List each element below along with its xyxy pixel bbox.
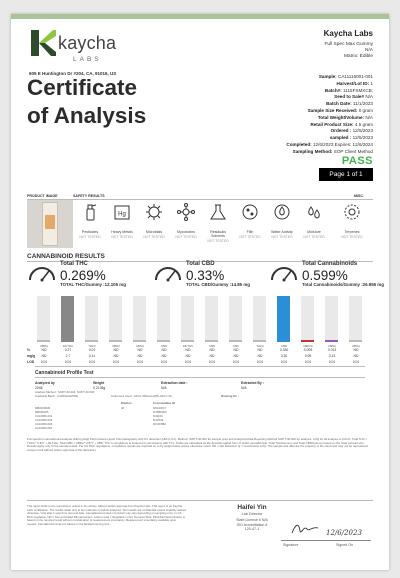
total-title: Total Cannabinoids (302, 261, 358, 267)
gauge-icon (27, 261, 57, 283)
info-row (286, 101, 373, 108)
bar-track (229, 296, 242, 342)
info-value: 11/1/2023 (352, 101, 373, 107)
divider (35, 366, 365, 367)
bar-label: THCV (88, 344, 96, 348)
bar-fill (37, 340, 50, 342)
row-value: 0.01 (328, 360, 336, 364)
row-value: 0.01 (208, 360, 216, 364)
safety-item (171, 202, 201, 239)
lab-address: 605 E Huntington Dr #204, CA, 91016, US (29, 71, 117, 76)
safety-status: NOT TESTED (207, 239, 229, 243)
row-value: 0.01 (304, 360, 312, 364)
row-label: % (27, 348, 31, 352)
info-row (286, 88, 373, 95)
signature-label: Signature (283, 543, 299, 547)
bar-label: CBGA (136, 344, 144, 348)
bar-track (157, 296, 170, 342)
analysis-method: Analysis Method : SOP.T-40.002, SOP.T-40.006 (35, 390, 95, 394)
consumable-id: M76B5000 (153, 410, 167, 414)
microbe-icon (144, 202, 164, 222)
weight-value: 0.2135g (93, 386, 106, 390)
bar-track (301, 296, 314, 342)
section-cannabinoids: CANNABINOID RESULTS (27, 253, 105, 260)
row-value: 0.01 (232, 360, 240, 364)
total-per-gummy: TOTAL THC/Gummy :12.105 mg (60, 282, 126, 287)
info-key: Harvest/Lot ID: (336, 80, 370, 86)
safety-label: Heavy Metals (111, 230, 133, 234)
row-value: ND (233, 354, 239, 358)
safety-status: NOT TESTED (271, 235, 293, 239)
row-value: ND (233, 348, 239, 352)
bar-label: D9-THC (62, 344, 74, 348)
safety-label: Mycotoxins (177, 230, 195, 234)
cannabinoid-total (153, 261, 250, 288)
cannabinoid-total (269, 261, 384, 288)
bar-track (349, 296, 362, 342)
bar-track (37, 296, 50, 342)
bar-fill (85, 340, 98, 342)
row-value: 0.009 (303, 348, 313, 352)
product-name: Full Spec Max Gummy (324, 42, 373, 47)
row-label: mg/g (27, 354, 36, 358)
safety-item (337, 202, 367, 239)
page-indicator: Page 1 of 1 (319, 168, 373, 181)
product-info (324, 42, 373, 61)
safety-item (267, 202, 297, 239)
svg-text:Hg: Hg (118, 211, 126, 218)
safety-status: NOT TESTED (239, 235, 261, 239)
lab-name: Kaycha Labs (323, 29, 373, 38)
row-value: ND (137, 354, 143, 358)
bar-fill (349, 340, 362, 342)
row-value: 0.09 (304, 354, 312, 358)
row-value: ND (113, 354, 119, 358)
row-value: ND (353, 354, 359, 358)
bar-fill (205, 340, 218, 342)
flask-icon (208, 202, 228, 222)
bar-label: CBC (233, 344, 239, 348)
divider (27, 199, 373, 200)
kaycha-k-icon (29, 28, 57, 58)
bar-fill (133, 340, 146, 342)
row-value: 0.01 (352, 360, 360, 364)
extracted-by-value: N/A (241, 386, 247, 390)
safety-label: Microbials (145, 230, 163, 234)
bar-fill (301, 340, 314, 342)
batch-id: MB0000045 (35, 406, 51, 410)
info-key: Retail Product Size: (310, 121, 354, 127)
batch-id: CA10066-002 (35, 418, 53, 422)
dilution-label: Dilution (121, 401, 132, 405)
signer-role: Lab Director (241, 512, 263, 516)
terpene-icon (342, 202, 362, 222)
row-value: 0.330 (279, 348, 289, 352)
safety-status: NOT TESTED (341, 235, 363, 239)
logo-wordmark: kaycha (58, 33, 117, 53)
info-key: Seed to Sale# (334, 94, 365, 100)
row-value: ND (209, 354, 215, 358)
bar-track (85, 296, 98, 342)
bar-track (133, 296, 146, 342)
info-key: Sample Size Received: (307, 107, 358, 113)
gauge-icon (269, 261, 299, 283)
kaycha-logo (29, 28, 139, 68)
analyzed-by-label: Analyzed by (35, 381, 55, 385)
info-key: Batch Date: (326, 101, 352, 107)
bar-fill (229, 340, 242, 342)
info-row (286, 122, 373, 129)
bar-track (277, 296, 290, 342)
row-value: 0.01 (136, 360, 144, 364)
analyzed-by-value: 2048 (35, 386, 43, 390)
weight-label: Weight (93, 381, 105, 385)
divider (35, 377, 365, 378)
profile-title: Cannabinoid Profile Test (35, 370, 94, 376)
extraction-value: N/A (161, 386, 167, 390)
bar-fill (253, 340, 266, 342)
safety-status: NOT TESTED (79, 235, 101, 239)
bar-fill (157, 340, 170, 342)
consumable-id: M12543 (153, 418, 164, 422)
extracted-by-label: Extracted By : (241, 381, 264, 385)
info-key: Sampling Method: (292, 148, 333, 154)
info-value: CA11116001-001 (338, 74, 373, 79)
safety-label: Water Activity (271, 230, 293, 234)
bar-fill (181, 340, 194, 342)
bar-label: CBDV (112, 344, 120, 348)
running-on: Running On : (221, 394, 239, 398)
info-row (286, 108, 373, 115)
result-status: PASS (341, 155, 373, 167)
dilution-value: 40 (121, 406, 125, 410)
disclaimer: This report shall not be reproduced, unless in its entirety, without written approval from Kaycha Labs. This report is an Kaycha Labs certification. The results relate only to the material or product analyzed. Test results are confidential unless explicitly waived otherwise. Void after 1 year from test end date. Cannabinoid content of product may vary depending on sampling error. In CA BCC regulation, ND = Non-controlled DE parameters. Action Level = Regulatory Limit. Decision Rule: Pass/Fail determination is based on the reported result without consideration of measurement uncertainty. Measurement uncertainty available upon request. Cannabinoid content is based on the labelled serving size. (27, 504, 186, 526)
row-value: 0.01 (40, 360, 48, 364)
bar-track (61, 296, 74, 342)
section-safety: SAFETY RESULTS (73, 194, 105, 198)
extraction-label: Extraction date : (161, 381, 188, 385)
title-line-2: of Analysis (27, 103, 147, 128)
info-key: Completed: (286, 141, 312, 147)
gauge-icon (153, 261, 183, 283)
bar-track (181, 296, 194, 342)
bar-label: THCA (256, 344, 264, 348)
divider (27, 500, 373, 501)
bar-fill (277, 296, 290, 342)
row-label: LOD (27, 360, 35, 364)
safety-label: Pesticides (81, 230, 99, 234)
total-title: Total THC (60, 261, 88, 267)
batch-id: CA10066-001 (35, 414, 53, 418)
row-value: ND (137, 348, 143, 352)
info-value: SOP Client Method (333, 148, 373, 154)
total-title: Total CBD (186, 261, 215, 267)
info-row (286, 94, 373, 101)
consumable-id: M11154 (153, 414, 163, 418)
total-per-gummy: Total Cannabinoids/Gummy :26.955 mg (302, 282, 384, 287)
row-value: ND (185, 348, 191, 352)
bar-track (325, 296, 338, 342)
info-value: 4.5 gram (354, 121, 373, 127)
row-value: 0.013 (327, 348, 337, 352)
logo-labs: LABS (73, 56, 102, 63)
row-value: ND (161, 354, 167, 358)
info-value: N/A (365, 94, 373, 100)
instrument-used: Instrument Used : HPLC-35(Hamo(P8)-HPLC-31) (111, 394, 173, 398)
info-value: 12/5/2023 (352, 135, 373, 141)
total-per-gummy: TOTAL CBD/Gummy :14.85 mg (186, 282, 250, 287)
info-row (286, 81, 373, 88)
safety-item (235, 202, 265, 239)
info-row (286, 115, 373, 122)
bar-track (109, 296, 122, 342)
top-accent-bar (11, 14, 389, 19)
row-value: 0.11 (88, 354, 96, 358)
row-value: 0.01 (88, 348, 96, 352)
signer-block (222, 504, 282, 532)
safety-label: Moisture (307, 230, 321, 234)
total-value: 0.599% (302, 268, 348, 283)
bar-fill (61, 296, 74, 342)
row-value: 0.01 (112, 360, 120, 364)
info-value: 12/6/2023 Expires: 12/6/2024 (312, 141, 373, 147)
bar-label: CBDA (40, 344, 48, 348)
total-value: 0.269% (60, 268, 106, 283)
info-row (286, 128, 373, 135)
bar-label: CBN (209, 344, 215, 348)
safety-label: Filth (246, 230, 254, 234)
info-value: N/A (365, 114, 373, 120)
bar-fill (325, 340, 338, 342)
row-value: ND (257, 348, 263, 352)
filth-icon (240, 202, 260, 222)
signed-on-line (323, 540, 371, 541)
info-value: 1115FSMXCB; (343, 87, 373, 93)
batch-id: CA10066-003 (35, 422, 53, 426)
bar-label: CBG (160, 344, 168, 348)
cannabinoid-bar-chart (33, 296, 369, 348)
safety-item (107, 202, 137, 239)
info-key: Total Weight/Volume: (317, 114, 365, 120)
row-value: 0.27 (64, 348, 72, 352)
row-value: ND (41, 348, 47, 352)
batch-id: MB000045 (35, 410, 49, 414)
info-row (286, 74, 373, 81)
title-line-1: Certificate (27, 75, 138, 100)
row-value: ND (353, 348, 359, 352)
bar-label: D8-THC (182, 344, 194, 348)
mycotoxin-icon (176, 202, 196, 222)
water-activity-icon (272, 202, 292, 222)
bar-label: CBNA (328, 344, 336, 348)
safety-status: NOT TESTED (175, 235, 197, 239)
info-row (286, 135, 373, 142)
info-key: Sample: (318, 74, 337, 79)
row-value: ND (113, 348, 119, 352)
row-value: 3.30 (280, 354, 288, 358)
signature-mark (290, 521, 320, 537)
safety-label: Residuals Solvents (210, 230, 226, 238)
row-value: ND (41, 354, 47, 358)
bar-label: CBD (281, 344, 287, 348)
certificate-page (11, 14, 389, 570)
row-value: 0.13 (328, 354, 336, 358)
info-key: Ordered : (330, 128, 352, 134)
signed-date: 12/6/2023 (326, 529, 362, 537)
product-image (27, 200, 73, 248)
info-value: 0 gram (358, 107, 373, 113)
consumable-id: M5313017 (153, 406, 167, 410)
analytical-batch: Analytical Batch : CA000112HPDE (35, 394, 79, 398)
row-value: ND (161, 348, 167, 352)
signer-license: State License # N/A ISO Accreditation # L20-47-1 (236, 518, 268, 532)
row-value: ND (209, 348, 215, 352)
safety-label: Terpenes (344, 230, 360, 234)
row-value: ND (185, 354, 191, 358)
safety-item (139, 202, 169, 239)
consumable-id: 9213F8B2 (153, 422, 166, 426)
info-value: 12/5/2023 (352, 128, 373, 134)
page-title (27, 74, 146, 130)
product-line2: N/A (365, 48, 373, 54)
row-value: 2.7 (65, 354, 71, 358)
bar-track (205, 296, 218, 342)
row-value: 0.01 (160, 360, 168, 364)
safety-item (75, 202, 105, 239)
safety-status: NOT TESTED (111, 235, 133, 239)
sample-info (286, 74, 373, 156)
row-value: 0.01 (64, 360, 72, 364)
signature-line (281, 540, 325, 541)
heavy-metals-icon (112, 202, 132, 222)
bar-label: CBCA (352, 344, 360, 348)
info-value: 1 (370, 80, 373, 86)
signed-on-label: Signed On (336, 543, 353, 547)
total-value: 0.33% (186, 268, 225, 283)
info-key: Batch#: (324, 87, 342, 93)
droplets-icon (304, 202, 324, 222)
safety-status: NOT TESTED (303, 235, 325, 239)
method-note: Full spectrum cannabinoid analysis utilizing High Performance Liquid Chromatography with UV detection (HPLC-UV). Method: SOP.T-40.002 for sample prep and Analytical Data Reporting Method SOP.T-40.006 for analysis. LOQ for all analytes is 0.01%. Total THC = THCa * 0.877 + d9-THC; Total CBD = CBDa * 0.877 + CBD; TCL is compliance is analyzed in accordance with TCL. Totals are calculated as the decarboxylated form of acidic cannabinoids. Total THC/Gummy and Total CBD/Gummy based on the retail product size. Results apply only to the sample tested. Per CA DCC regulations, compliance results are reported on a dry weight basis unless otherwise noted. ND = Not Detected. Q = result below LOQ. The sample and data are the property of the client and may not be reproduced except in full without written approval of the laboratory. (27, 437, 368, 453)
bar-track (253, 296, 266, 342)
bar-label: CBDVA (303, 344, 313, 348)
cannabinoid-total (27, 261, 126, 288)
row-value: 0.01 (256, 360, 264, 364)
bar-fill (109, 340, 122, 342)
row-value: 0.01 (88, 360, 96, 364)
section-misc: MISC. (354, 194, 364, 198)
safety-status: NOT TESTED (143, 235, 165, 239)
signer-name: Haifei Yin (237, 504, 267, 511)
safety-item (299, 202, 329, 239)
section-product-image: PRODUCT IMAGE (27, 194, 58, 198)
row-value: 0.01 (184, 360, 192, 364)
safety-item (203, 202, 233, 243)
row-value: 0.01 (280, 360, 288, 364)
spray-bottle-icon (80, 202, 100, 222)
consumables-label: Consumables ID (153, 401, 175, 405)
info-key: sampled : (329, 135, 352, 141)
product-matrix: Matrix: Edible (343, 54, 373, 60)
batch-id: CA10066-004 (35, 426, 53, 430)
row-value: ND (257, 354, 263, 358)
info-row (286, 142, 373, 149)
